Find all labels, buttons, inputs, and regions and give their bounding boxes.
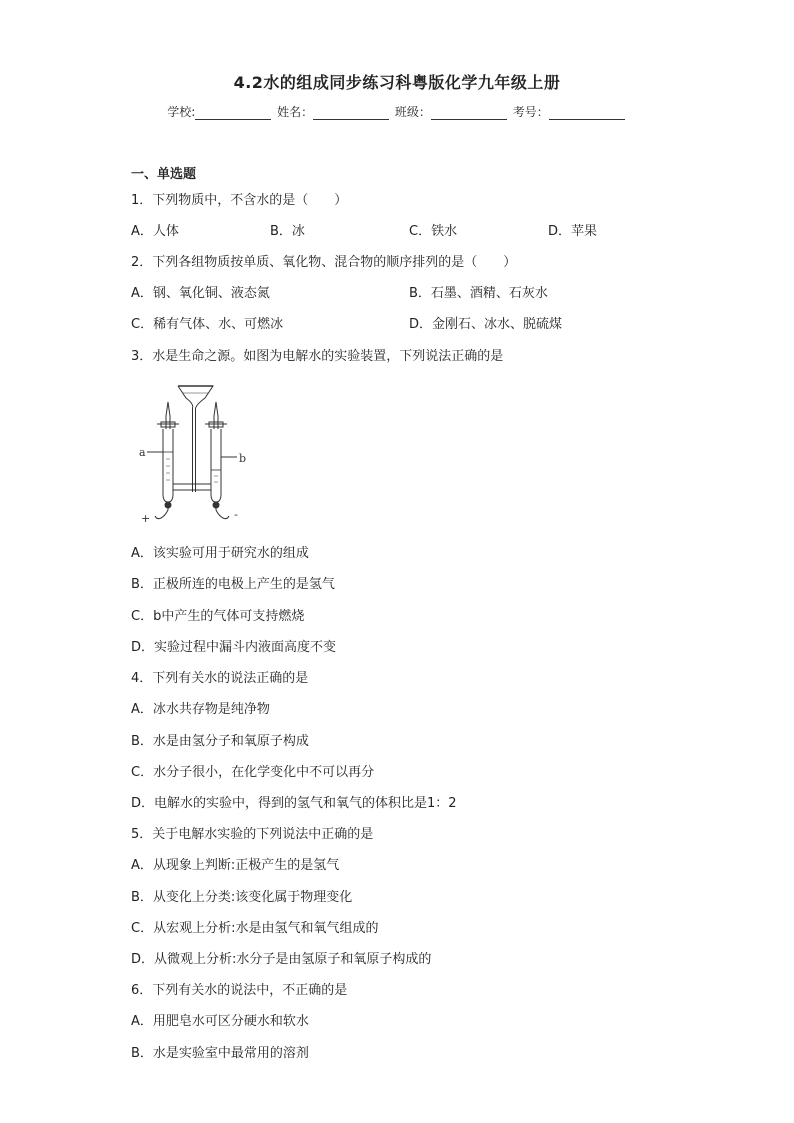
- question-4-option-a[interactable]: A．冰水共存物是纯净物: [131, 702, 270, 717]
- question-5-option-b[interactable]: B．从变化上分类:该变化属于物理变化: [131, 890, 353, 905]
- question-2-option-c[interactable]: C．稀有气体、水、可燃冰: [131, 317, 284, 332]
- question-4-option-b[interactable]: B．水是由氢分子和氧原子构成: [131, 734, 309, 749]
- question-2-option-d[interactable]: D．金刚石、冰水、脱硫煤: [409, 317, 563, 332]
- question-4-option-c[interactable]: C．水分子很小，在化学变化中不可以再分: [131, 765, 375, 780]
- school-blank[interactable]: [195, 107, 271, 120]
- question-3-stem: 3．水是生命之源。如图为电解水的实验装置，下列说法正确的是: [131, 349, 504, 364]
- electrolysis-apparatus-figure: [133, 384, 253, 534]
- name-label: 姓名：: [277, 105, 314, 119]
- question-3-option-a[interactable]: A．该实验可用于研究水的组成: [131, 546, 309, 561]
- question-4-stem: 4．下列有关水的说法正确的是: [131, 671, 309, 686]
- name-blank[interactable]: [313, 107, 389, 120]
- question-6-option-b[interactable]: B．水是实验室中最常用的溶剂: [131, 1046, 309, 1061]
- question-1-option-c[interactable]: C．铁水: [409, 224, 458, 239]
- question-5-option-c[interactable]: C．从宏观上分析:水是由氢气和氧气组成的: [131, 921, 379, 936]
- question-1-option-a[interactable]: A．人体: [131, 224, 179, 239]
- question-6-stem: 6．下列有关水的说法中，不正确的是: [131, 983, 348, 998]
- question-1-stem: 1．下列物质中，不含水的是（ ）: [131, 193, 348, 208]
- page-title: 4.2水的组成同步练习科粤版化学九年级上册: [233, 73, 561, 92]
- question-3-option-c[interactable]: C．b中产生的气体可支持燃烧: [131, 609, 305, 624]
- student-info-line: [0, 103, 794, 120]
- exam-number-label: 考号：: [512, 105, 549, 119]
- question-4-option-d[interactable]: D．电解水的实验中，得到的氢气和氧气的体积比是1：2: [131, 796, 457, 811]
- exam-number-blank[interactable]: [549, 107, 625, 120]
- label-b: b: [239, 452, 247, 465]
- question-5-option-a[interactable]: A．从现象上判断:正极产生的是氢气: [131, 858, 340, 873]
- school-label: 学校:: [167, 105, 196, 119]
- question-2-option-b[interactable]: B．石墨、酒精、石灰水: [409, 286, 548, 301]
- question-3-option-b[interactable]: B．正极所连的电极上产生的是氢气: [131, 577, 335, 592]
- question-6-option-a[interactable]: A．用肥皂水可区分硬水和软水: [131, 1014, 309, 1029]
- label-a: a: [139, 446, 146, 459]
- question-3-option-d[interactable]: D．实验过程中漏斗内液面高度不变: [131, 640, 337, 655]
- question-1-option-b[interactable]: B．冰: [270, 224, 305, 239]
- question-5-stem: 5．关于电解水实验的下列说法中正确的是: [131, 827, 374, 842]
- class-label: 班级：: [394, 105, 431, 119]
- label-negative: -: [234, 508, 238, 521]
- label-positive: +: [141, 512, 151, 525]
- question-1-option-d[interactable]: D．苹果: [548, 224, 598, 239]
- question-5-option-d[interactable]: D．从微观上分析:水分子是由氢原子和氧原子构成的: [131, 952, 432, 967]
- question-2-option-a[interactable]: A．钢、氧化铜、液态氮: [131, 286, 270, 301]
- section-title: 一、单选题: [131, 167, 197, 182]
- class-blank[interactable]: [431, 107, 507, 120]
- question-2-stem: 2．下列各组物质按单质、氧化物、混合物的顺序排列的是（ ）: [131, 255, 517, 270]
